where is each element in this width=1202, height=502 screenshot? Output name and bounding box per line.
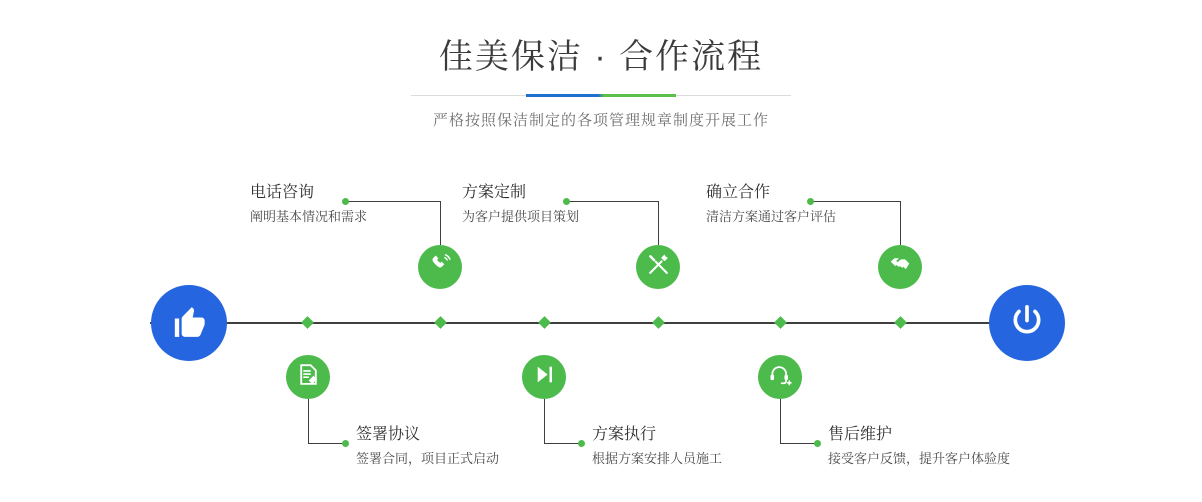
axis-marker: [774, 316, 787, 329]
step-node-5: [878, 245, 922, 289]
connector-line: [308, 399, 309, 444]
axis-marker: [894, 316, 907, 329]
step-name: 签署协议: [356, 426, 421, 443]
connector-line: [780, 443, 817, 444]
step-label-6: [828, 424, 1010, 469]
step-desc: 根据方案安排人员施工: [592, 451, 723, 466]
connector-line: [780, 399, 781, 444]
step-name: 售后维护: [828, 426, 893, 443]
step-name: 确立合作: [706, 184, 771, 201]
contract-pen-icon: [296, 362, 321, 392]
step-label-4: [592, 424, 722, 469]
step-node-3: [636, 245, 680, 289]
axis-marker: [434, 316, 447, 329]
phone-ring-icon: [428, 252, 453, 282]
connector-dot: [814, 440, 821, 447]
power-icon: [1007, 301, 1047, 346]
step-desc: 阐明基本情况和需求: [250, 209, 368, 224]
connector-line: [544, 443, 581, 444]
page-header: [0, 34, 1202, 130]
connector-line: [308, 443, 345, 444]
step-name: 方案定制: [462, 184, 527, 201]
divider-accent: [526, 94, 676, 97]
step-node-4: [522, 355, 566, 399]
handshake-icon: [888, 252, 913, 282]
connector-dot: [342, 440, 349, 447]
play-forward-icon: [532, 362, 557, 392]
connector-line: [900, 201, 901, 245]
step-node-6: [758, 355, 802, 399]
connector-line: [566, 201, 658, 202]
axis-marker: [301, 316, 314, 329]
step-label-5: [706, 182, 836, 227]
timeline-axis: [150, 322, 1055, 324]
page-title: 佳美保洁 · 合作流程: [438, 38, 764, 76]
connector-line: [544, 399, 545, 444]
step-desc: 签署合同，项目正式启动: [356, 451, 500, 466]
step-desc: 为客户提供项目策划: [462, 209, 580, 224]
step-node-2: [286, 355, 330, 399]
thumbs-up-icon: [169, 301, 209, 346]
step-label-3: [462, 182, 579, 227]
step-desc: 接受客户反馈，提升客户体验度: [828, 451, 1011, 466]
step-name: 电话咨询: [250, 184, 315, 201]
connector-line: [440, 201, 441, 245]
step-name: 方案执行: [592, 426, 657, 443]
connector-line: [658, 201, 659, 245]
headset-support-icon: [768, 362, 793, 392]
flow-end-node: [989, 285, 1065, 361]
tools-icon: [646, 252, 671, 282]
flow-container: [0, 160, 1202, 502]
flow-start-node: [151, 285, 227, 361]
step-label-1: [250, 182, 367, 227]
step-node-1: [418, 245, 462, 289]
title-divider: [411, 94, 791, 97]
page-subtitle: 严格按照保洁制定的各项管理规章制度开展工作: [432, 112, 769, 129]
connector-dot: [578, 440, 585, 447]
axis-marker: [652, 316, 665, 329]
step-label-2: [356, 424, 499, 469]
axis-marker: [538, 316, 551, 329]
step-desc: 清洁方案通过客户评估: [706, 209, 837, 224]
